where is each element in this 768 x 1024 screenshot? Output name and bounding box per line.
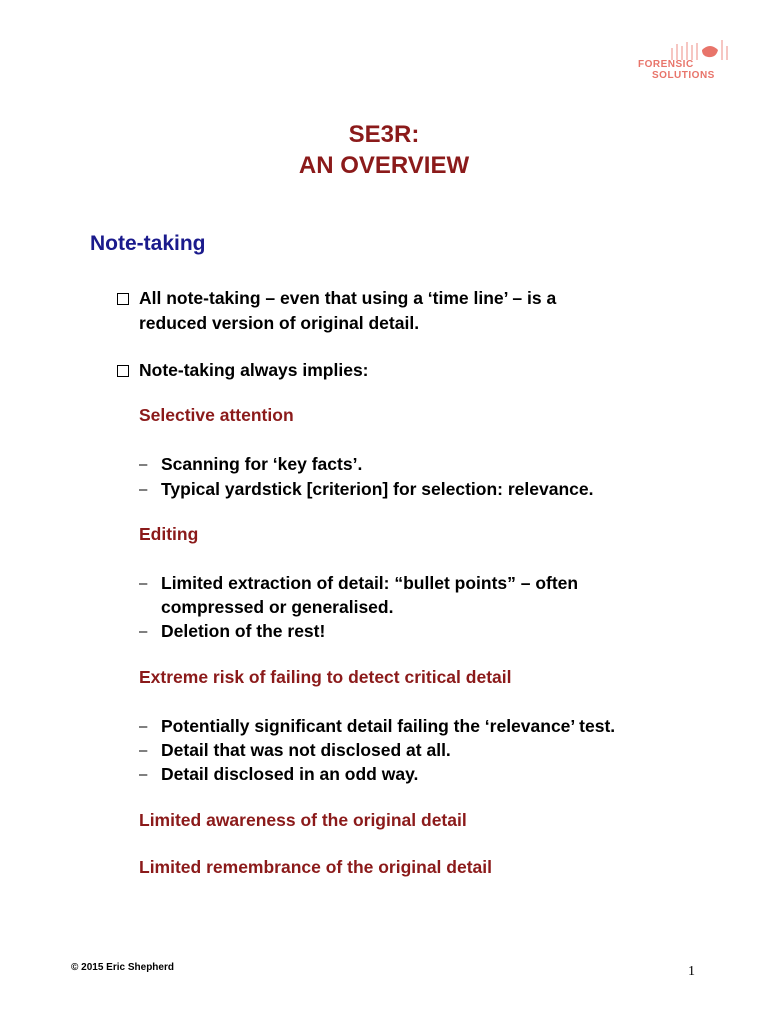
- dash-bullet-icon: –: [139, 623, 148, 640]
- logo-line1: FORENSIC: [638, 59, 694, 70]
- list-item-continuation: compressed or generalised.: [161, 597, 394, 617]
- list-item: Scanning for ‘key facts’.: [161, 454, 363, 474]
- copyright-notice: © 2015 Eric Shepherd: [71, 962, 174, 973]
- dash-bullet-icon: –: [139, 456, 148, 473]
- section-heading: Note-taking: [90, 232, 206, 255]
- dash-bullet-icon: –: [139, 481, 148, 498]
- list-item: Typical yardstick [criterion] for selection: relevance.: [161, 479, 594, 499]
- sub-heading: Limited awareness of the original detail: [139, 810, 467, 830]
- sub-heading: Selective attention: [139, 405, 294, 425]
- sub-heading: Extreme risk of failing to detect critical detail: [139, 667, 512, 687]
- page-number: 1: [688, 964, 695, 979]
- list-item: Detail that was not disclosed at all.: [161, 740, 451, 760]
- list-item: Deletion of the rest!: [161, 621, 326, 641]
- logo-line2: SOLUTIONS: [652, 70, 715, 81]
- checkbox-bullet-icon: [117, 293, 129, 305]
- list-item: Limited extraction of detail: “bullet points” – often: [161, 573, 579, 593]
- list-item: Potentially significant detail failing the ‘relevance’ test.: [161, 716, 616, 736]
- bullet-line: All note-taking – even that using a ‘time line’ – is a: [139, 288, 557, 308]
- dash-bullet-icon: –: [139, 742, 148, 759]
- dash-bullet-icon: –: [139, 575, 148, 592]
- list-item: Detail disclosed in an odd way.: [161, 764, 419, 784]
- dash-bullet-icon: –: [139, 766, 148, 783]
- bullet-line: Note-taking always implies:: [139, 360, 369, 380]
- checkbox-bullet-icon: [117, 365, 129, 377]
- bullet-line: reduced version of original detail.: [139, 313, 420, 333]
- page-title-line1: SE3R:: [348, 121, 420, 148]
- sub-heading: Limited remembrance of the original detail: [139, 857, 492, 877]
- dash-bullet-icon: –: [139, 718, 148, 735]
- page-title-line2: AN OVERVIEW: [298, 152, 470, 179]
- forensic-solutions-logo: [632, 40, 732, 82]
- sub-heading: Editing: [139, 524, 199, 544]
